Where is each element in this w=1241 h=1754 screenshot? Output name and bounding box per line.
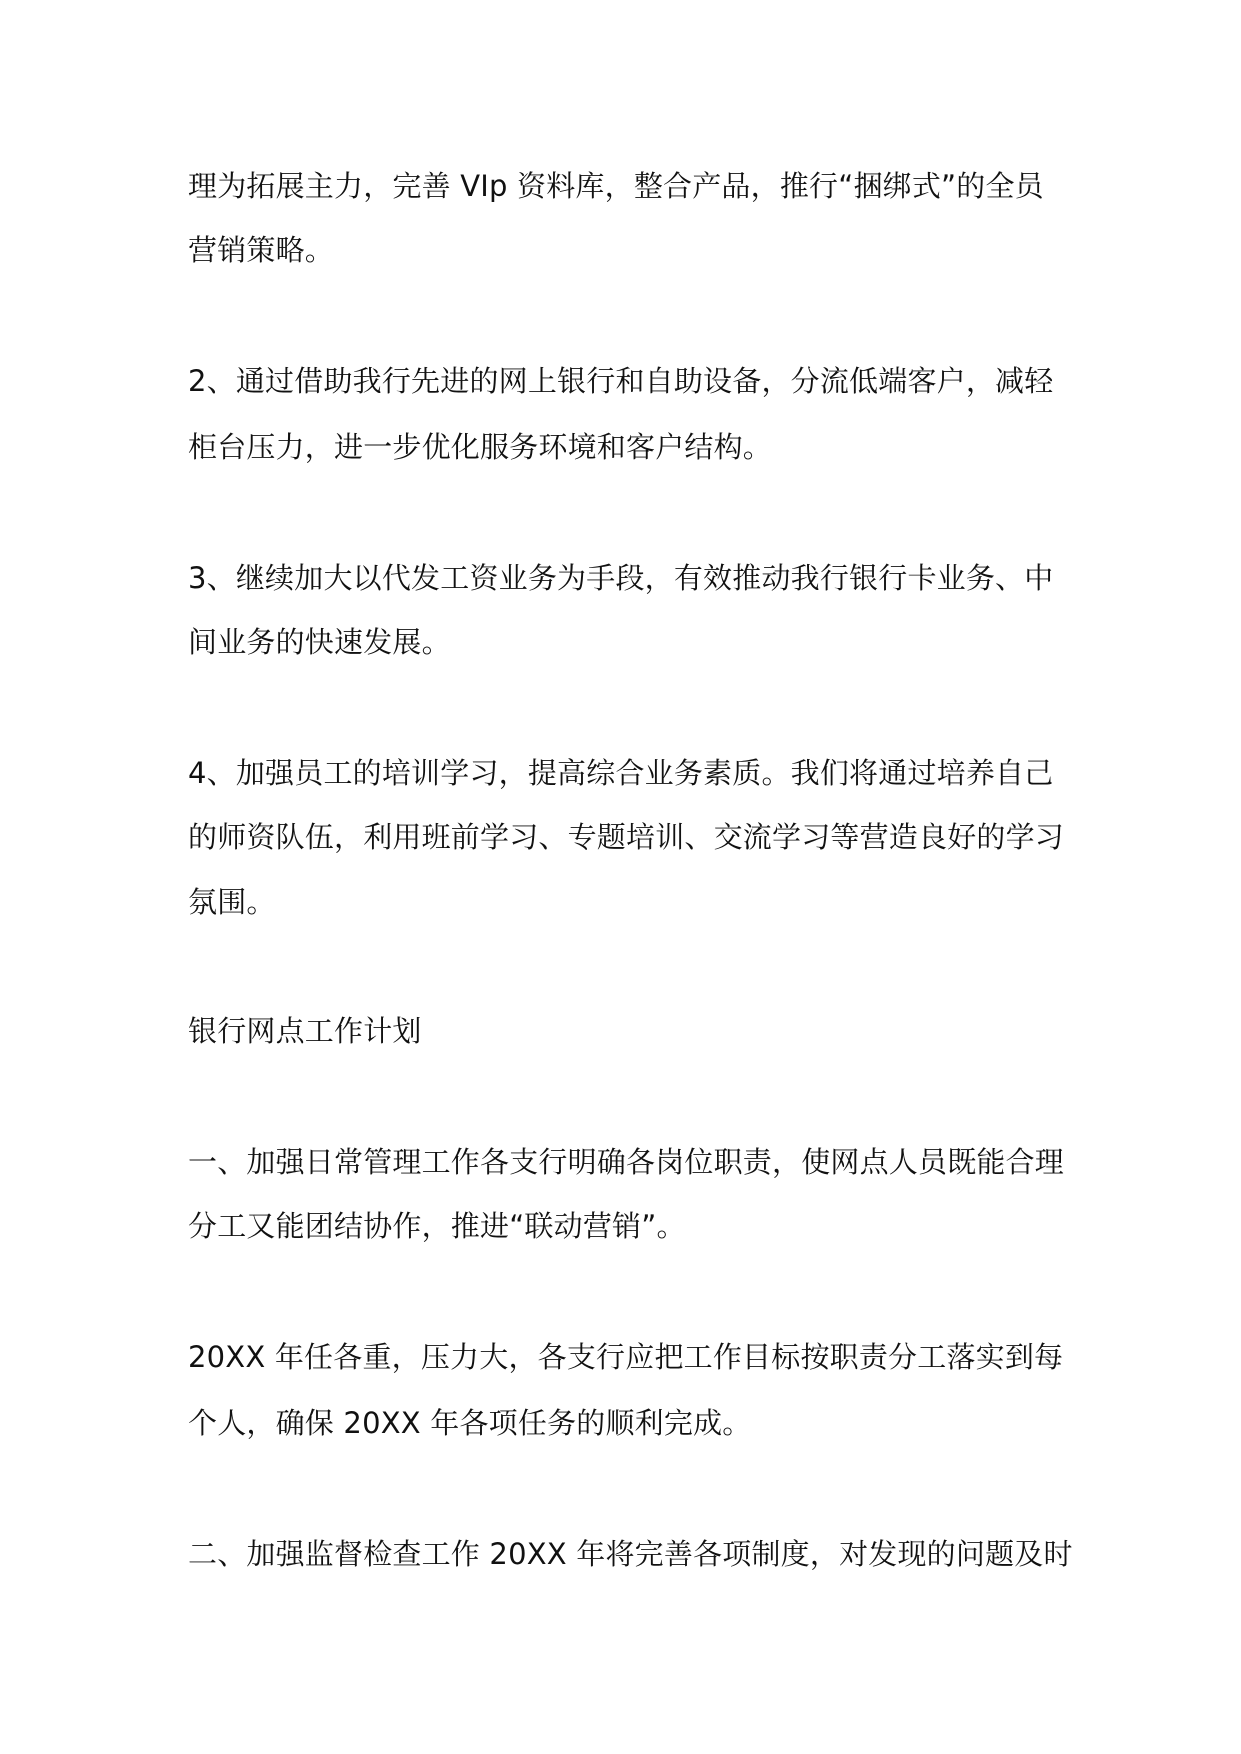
paragraph-line: 个人，确保 20XX 年各项任务的顺利完成。 (188, 1406, 752, 1440)
section-heading: 银行网点工作计划 (188, 1014, 422, 1048)
paragraph-line: 分工又能团结协作，推进“联动营销”。 (188, 1209, 686, 1243)
paragraph-line: 二、加强监督检查工作 20XX 年将完善各项制度，对发现的问题及时 (188, 1537, 1073, 1571)
paragraph-line: 理为拓展主力，完善 VIp 资料库，整合产品，推行“捆绑式”的全员 (188, 169, 1044, 203)
paragraph-line: 3、继续加大以代发工资业务为手段，有效推动我行银行卡业务、中 (188, 561, 1054, 595)
paragraph-line: 氛围。 (188, 885, 276, 919)
paragraph-line: 20XX 年任各重，压力大，各支行应把工作目标按职责分工落实到每 (188, 1340, 1064, 1374)
paragraph-line: 一、加强日常管理工作各支行明确各岗位职责，使网点人员既能合理 (188, 1145, 1065, 1179)
paragraph-line: 2、通过借助我行先进的网上银行和自助设备，分流低端客户，减轻 (188, 364, 1054, 398)
paragraph-line: 4、加强员工的培训学习，提高综合业务素质。我们将通过培养自己 (188, 756, 1054, 790)
paragraph-line: 间业务的快速发展。 (188, 625, 451, 659)
paragraph-line: 的师资队伍，利用班前学习、专题培训、交流学习等营造良好的学习 (188, 820, 1065, 854)
paragraph-line: 柜台压力，进一步优化服务环境和客户结构。 (188, 430, 773, 464)
paragraph-line: 营销策略。 (188, 233, 335, 267)
